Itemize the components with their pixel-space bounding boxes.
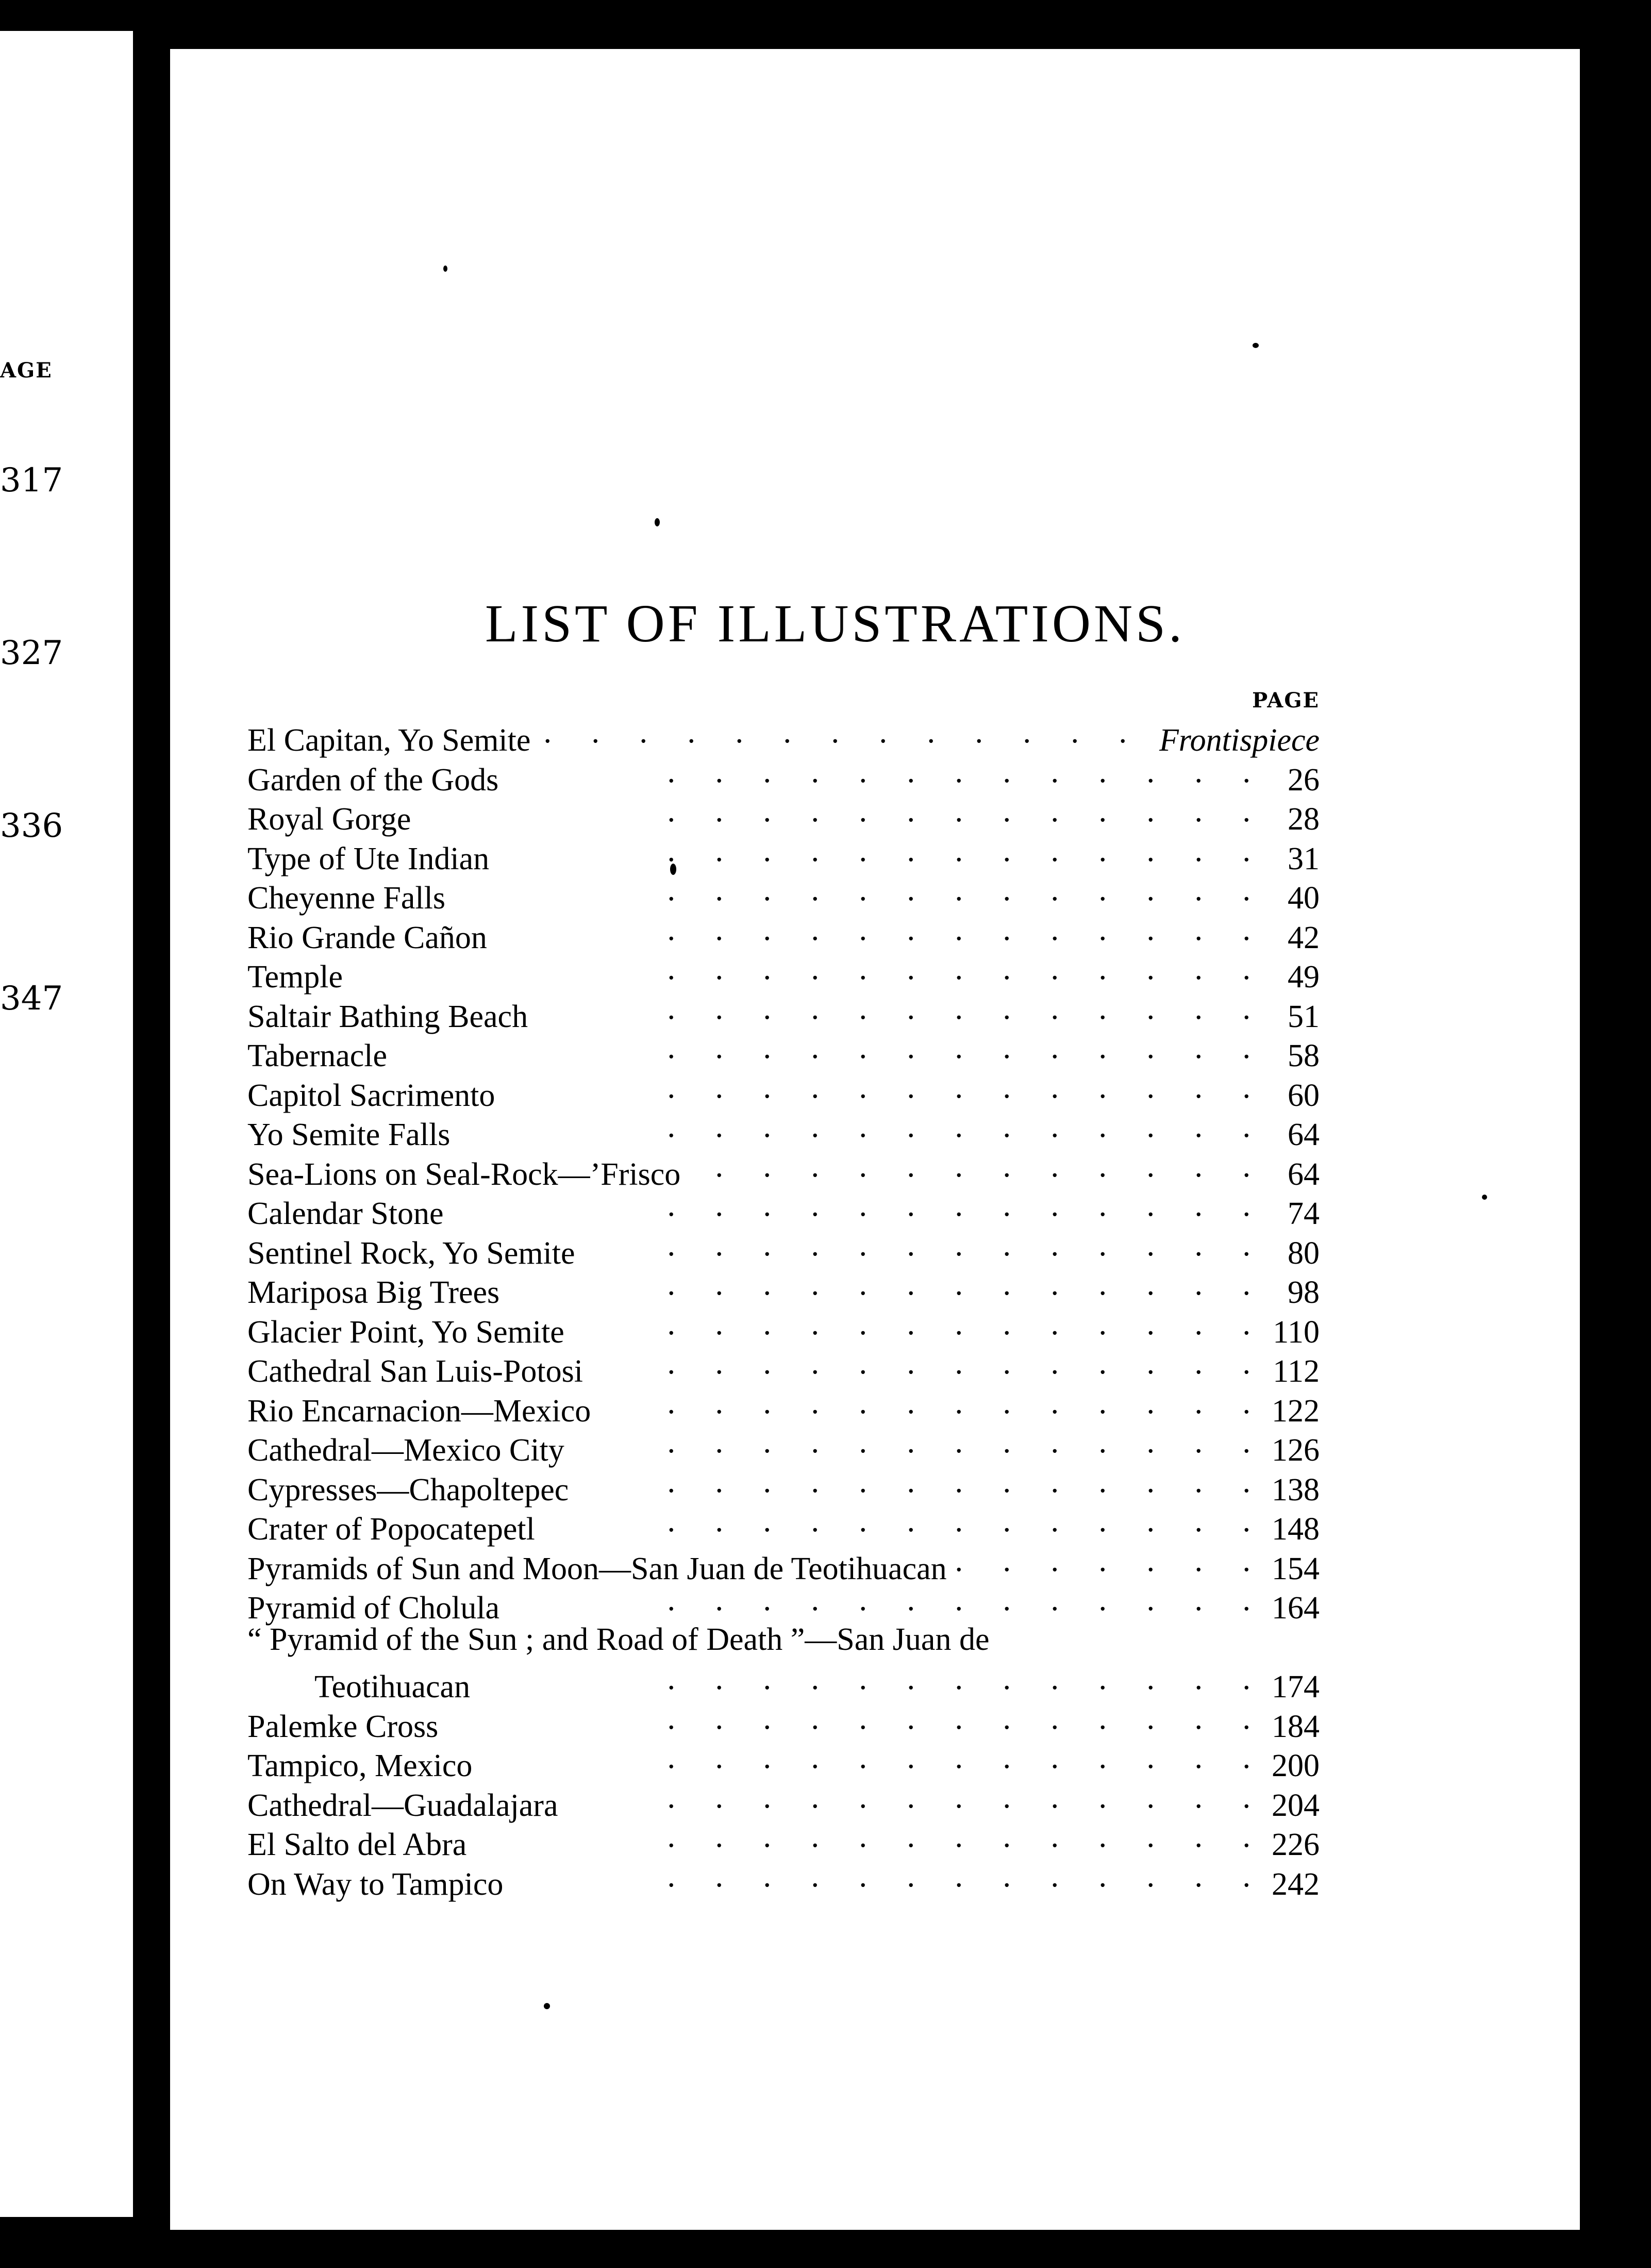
illustration-title: Pyramid of Cholula (247, 1591, 500, 1626)
list-item (247, 1858, 1320, 1902)
previous-page-edge (0, 31, 133, 2217)
previous-page-number: 327 (0, 634, 63, 672)
illustration-title: Rio Encarnacion—Mexico (247, 1393, 591, 1429)
list-item (247, 1306, 1320, 1350)
list-item (247, 1108, 1320, 1152)
illustrations-list (247, 714, 1320, 1902)
list-item (247, 1582, 1320, 1626)
dot-leader (496, 833, 1250, 869)
list-item (247, 1385, 1320, 1429)
page-number: 112 (1273, 1354, 1320, 1389)
dot-leader (394, 1030, 1250, 1066)
illustration-title: Calendar Stone (247, 1196, 444, 1231)
list-item (247, 1818, 1320, 1862)
dot-leader (510, 1858, 1250, 1895)
illustration-title: Cathedral—Guadalajara (247, 1787, 558, 1823)
page-number: 64 (1288, 1117, 1320, 1152)
page-number: 64 (1288, 1156, 1320, 1192)
previous-page-number: 336 (0, 807, 63, 845)
dot-leader (474, 1818, 1250, 1855)
illustration-title: Cheyenne Falls (247, 881, 445, 916)
page-number: 110 (1273, 1314, 1320, 1350)
page-number: 148 (1272, 1512, 1320, 1547)
list-item (247, 1148, 1320, 1192)
illustration-title: Royal Gorge (247, 802, 411, 837)
illustration-title: Yo Semite Falls (247, 1117, 451, 1152)
illustration-title: Tampico, Mexico (247, 1748, 473, 1783)
list-item (247, 990, 1320, 1034)
page-number: 242 (1272, 1866, 1320, 1902)
book-page (170, 49, 1580, 2230)
illustration-title: Temple (247, 959, 343, 995)
list-item (247, 912, 1320, 955)
dot-leader (590, 1345, 1250, 1382)
illustration-title: Capitol Sacrimento (247, 1078, 495, 1113)
page-number: 74 (1288, 1196, 1320, 1231)
page-number: 40 (1288, 881, 1320, 916)
list-item (247, 872, 1320, 916)
list-item (247, 1345, 1320, 1389)
list-item (247, 1779, 1320, 1823)
dot-leader (457, 1108, 1250, 1145)
illustration-title: Cypresses—Chapoltepec (247, 1472, 569, 1508)
list-item (247, 714, 1320, 758)
ink-speck (1253, 343, 1259, 348)
page-number: 164 (1272, 1591, 1320, 1626)
dot-leader (572, 1424, 1250, 1461)
page-number: 31 (1288, 841, 1320, 876)
list-item (247, 793, 1320, 837)
page-number: 58 (1288, 1038, 1320, 1073)
illustration-title: Crater of Popocatepetl (247, 1512, 535, 1547)
list-item (247, 1543, 1320, 1586)
illustration-title: Garden of the Gods (247, 762, 499, 798)
dot-leader (477, 1661, 1250, 1697)
page-number: 174 (1272, 1669, 1320, 1704)
list-item (247, 1740, 1320, 1783)
dot-leader (502, 1069, 1250, 1106)
dot-leader (506, 754, 1250, 790)
illustration-title: Mariposa Big Trees (247, 1275, 500, 1310)
dot-leader (582, 1227, 1250, 1264)
dot-leader (535, 990, 1250, 1027)
list-item (247, 1700, 1320, 1744)
dot-leader (445, 1700, 1250, 1737)
list-item (247, 1424, 1320, 1468)
ink-speck (1482, 1195, 1487, 1200)
page-number: 204 (1272, 1787, 1320, 1823)
illustration-title: Pyramids of Sun and Moon—San Juan de Teotihuacan (247, 1551, 947, 1586)
illustration-title: El Capitan, Yo Semite (247, 723, 531, 758)
dot-leader (451, 1187, 1250, 1224)
list-item (247, 1661, 1320, 1704)
illustration-title: Glacier Point, Yo Semite (247, 1314, 564, 1350)
previous-page-number: 317 (0, 461, 63, 500)
page-title: LIST OF ILLUSTRATIONS. (485, 594, 1185, 653)
list-item (247, 1227, 1320, 1271)
dot-leader (598, 1385, 1250, 1421)
ink-speck (655, 518, 660, 526)
ink-speck (443, 266, 447, 272)
page-number: 49 (1288, 959, 1320, 995)
dot-leader (954, 1543, 1250, 1579)
list-item (247, 1069, 1320, 1113)
page-number: 138 (1272, 1472, 1320, 1508)
illustration-title: Sea-Lions on Seal-Rock—’Frisco (247, 1156, 681, 1192)
dot-leader (576, 1464, 1250, 1500)
illustration-title: Type of Ute Indian (247, 841, 490, 876)
list-item (247, 1187, 1320, 1231)
list-item (247, 1030, 1320, 1073)
illustration-title: Sentinel Rock, Yo Semite (247, 1235, 575, 1271)
dot-leader (494, 912, 1250, 948)
page-number: 184 (1272, 1709, 1320, 1744)
ink-speck (670, 864, 676, 875)
page-number: 28 (1288, 802, 1320, 837)
illustration-title: Teotihuacan (314, 1669, 471, 1704)
page-number: 226 (1272, 1827, 1320, 1862)
illustration-title: El Salto del Abra (247, 1827, 467, 1862)
page-number: 60 (1288, 1078, 1320, 1113)
list-item (247, 833, 1320, 876)
dot-leader (538, 714, 1127, 751)
list-item (247, 951, 1320, 995)
list-item (247, 754, 1320, 798)
dot-leader (479, 1740, 1250, 1776)
list-item (247, 1266, 1320, 1310)
previous-page-heading: AGE (0, 358, 53, 383)
page-number: 42 (1288, 920, 1320, 955)
page-number: 98 (1288, 1275, 1320, 1310)
illustration-title: Rio Grande Cañon (247, 920, 487, 955)
dot-leader (542, 1503, 1250, 1539)
previous-page-number: 347 (0, 980, 63, 1018)
page-number: 200 (1272, 1748, 1320, 1783)
list-item (247, 1464, 1320, 1508)
dot-leader (350, 951, 1250, 987)
dot-leader (507, 1582, 1250, 1618)
page-number: 26 (1288, 762, 1320, 798)
illustration-title: Palemke Cross (247, 1709, 439, 1744)
page-column-heading: PAGE (1252, 688, 1320, 713)
illustration-title: On Way to Tampico (247, 1866, 504, 1902)
ink-speck (544, 2003, 550, 2009)
illustration-title: Saltair Bathing Beach (247, 999, 528, 1034)
list-item (247, 1503, 1320, 1547)
page-number: 154 (1272, 1551, 1320, 1586)
page-number: 80 (1288, 1235, 1320, 1271)
illustration-title: Cathedral—Mexico City (247, 1433, 564, 1468)
illustration-title: Tabernacle (247, 1038, 388, 1073)
dot-leader (572, 1306, 1250, 1343)
page-number: 126 (1272, 1433, 1320, 1468)
dot-leader (688, 1148, 1250, 1185)
dot-leader (453, 872, 1250, 908)
list-item (247, 1621, 1320, 1661)
page-number: Frontispiece (1159, 723, 1320, 758)
dot-leader (418, 793, 1250, 830)
page-number: 122 (1272, 1393, 1320, 1429)
dot-leader (507, 1266, 1250, 1303)
dot-leader (565, 1779, 1250, 1816)
illustration-title: “ Pyramid of the Sun ; and Road of Death ”—San Juan de (247, 1621, 990, 1657)
illustration-title: Cathedral San Luis-Potosi (247, 1354, 583, 1389)
page-number: 51 (1288, 999, 1320, 1034)
